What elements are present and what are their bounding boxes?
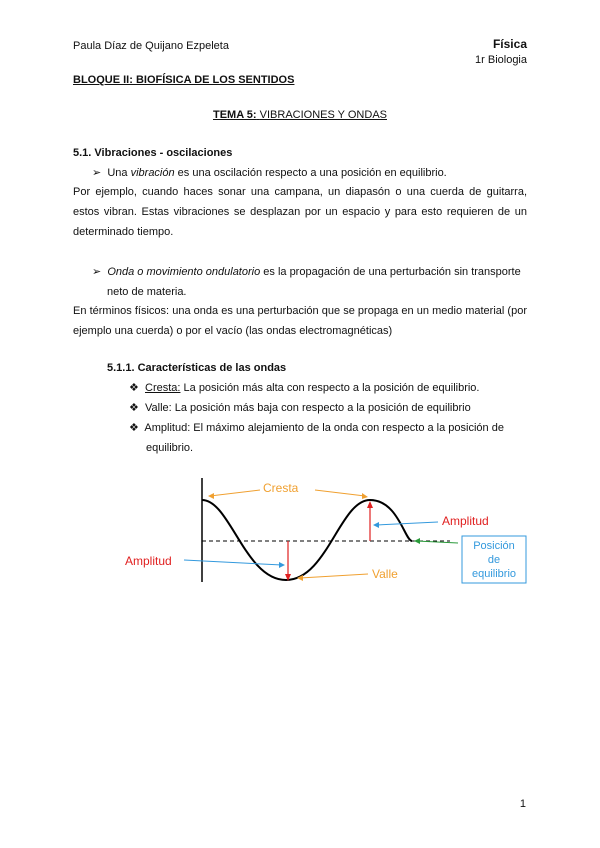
characteristic-amplitude-line2: equilibrio. <box>146 442 194 454</box>
crest-arrow-left <box>210 490 260 496</box>
equilibrium-label-line3: equilibrio <box>471 568 517 580</box>
topic-label: TEMA 5: <box>212 109 257 121</box>
amplitude-left-label: Amplitud <box>125 554 172 568</box>
arrow-bullet-icon: ➢ <box>92 266 102 278</box>
bullet-text-pre: Una <box>107 167 131 179</box>
author-name: Paula Díaz de Quijano Ezpeleta <box>73 40 229 52</box>
definition-trough: La posición más baja con respecto a la posición de equilibrio <box>171 402 471 414</box>
topic-title <box>0 109 600 121</box>
characteristic-trough <box>129 398 529 418</box>
block-title: BLOQUE II: BIOFÍSICA DE LOS SENTIDOS <box>73 74 295 86</box>
diamond-bullet-icon: ❖ <box>129 382 139 394</box>
section-heading: 5.1. Vibraciones - oscilaciones <box>73 147 233 159</box>
amplitude-right-label: Amplitud <box>442 514 489 528</box>
bullet-vibration <box>92 163 532 183</box>
paragraph-definition: En términos físicos: una onda es una perturbación que se propaga en un medio material (por ejemplo una cuerda) o por el vacío (las ondas electromagnéticas) <box>73 305 527 337</box>
characteristic-amplitude <box>129 418 529 438</box>
crest-label: Cresta <box>263 481 299 495</box>
bullet-wave <box>92 262 532 282</box>
paragraph-example: Por ejemplo, cuando haces sonar una campana, un diapasón o una cuerda de guitarra, estos vibran. Estas vibraciones se desplazan por un espacio y para esto requieren de un determinado tiempo. <box>73 186 527 238</box>
equilibrium-label-line1: Posición <box>473 540 515 552</box>
wave-diagram <box>120 470 540 595</box>
definition-amplitude: El máximo alejamiento de la onda con respecto a la posición de <box>190 422 504 434</box>
subsection-heading: 5.1.1. Características de las ondas <box>107 362 287 374</box>
definition-crest: La posición más alta con respecto a la posición de equilibrio. <box>180 382 480 394</box>
characteristic-crest <box>129 378 529 398</box>
term-trough: Valle: <box>145 402 172 414</box>
amplitude-right-pointer <box>376 522 438 525</box>
bullet-wave-line2: neto de materia. <box>107 286 187 298</box>
amplitude-left-pointer <box>184 560 282 565</box>
amplitude-right-arrowhead <box>367 501 373 508</box>
equilibrium-label-line2: de <box>487 554 501 566</box>
diamond-bullet-icon: ❖ <box>129 422 139 434</box>
trough-arrow <box>300 574 368 578</box>
term-amplitude: Amplitud: <box>144 422 191 434</box>
crest-arrow-right <box>315 490 365 496</box>
term-crest: Cresta: <box>145 382 181 394</box>
arrow-bullet-icon: ➢ <box>92 167 102 179</box>
bullet-text-post: es la propagación de una perturbación sin transporte <box>260 266 521 278</box>
bullet-text-post: es una oscilación respecto a una posición en equilibrio. <box>174 167 447 179</box>
crest-arrowhead-left <box>208 493 214 499</box>
trough-label: Valle <box>372 567 398 581</box>
page-number: 1 <box>519 798 526 810</box>
bullet-text-em: Onda o movimiento ondulatorio <box>107 266 261 278</box>
diamond-bullet-icon: ❖ <box>129 402 139 414</box>
amplitude-right-pointer-head <box>373 522 379 528</box>
topic-name: VIBRACIONES Y ONDAS <box>259 109 387 121</box>
course-name: 1r Biologia <box>475 54 527 66</box>
crest-arrowhead-right <box>362 493 368 499</box>
subject-name: Física <box>492 37 527 51</box>
bullet-text-em: vibración <box>130 167 175 179</box>
equilibrium-pointer-head <box>414 538 420 544</box>
amplitude-left-pointer-head <box>279 562 285 568</box>
